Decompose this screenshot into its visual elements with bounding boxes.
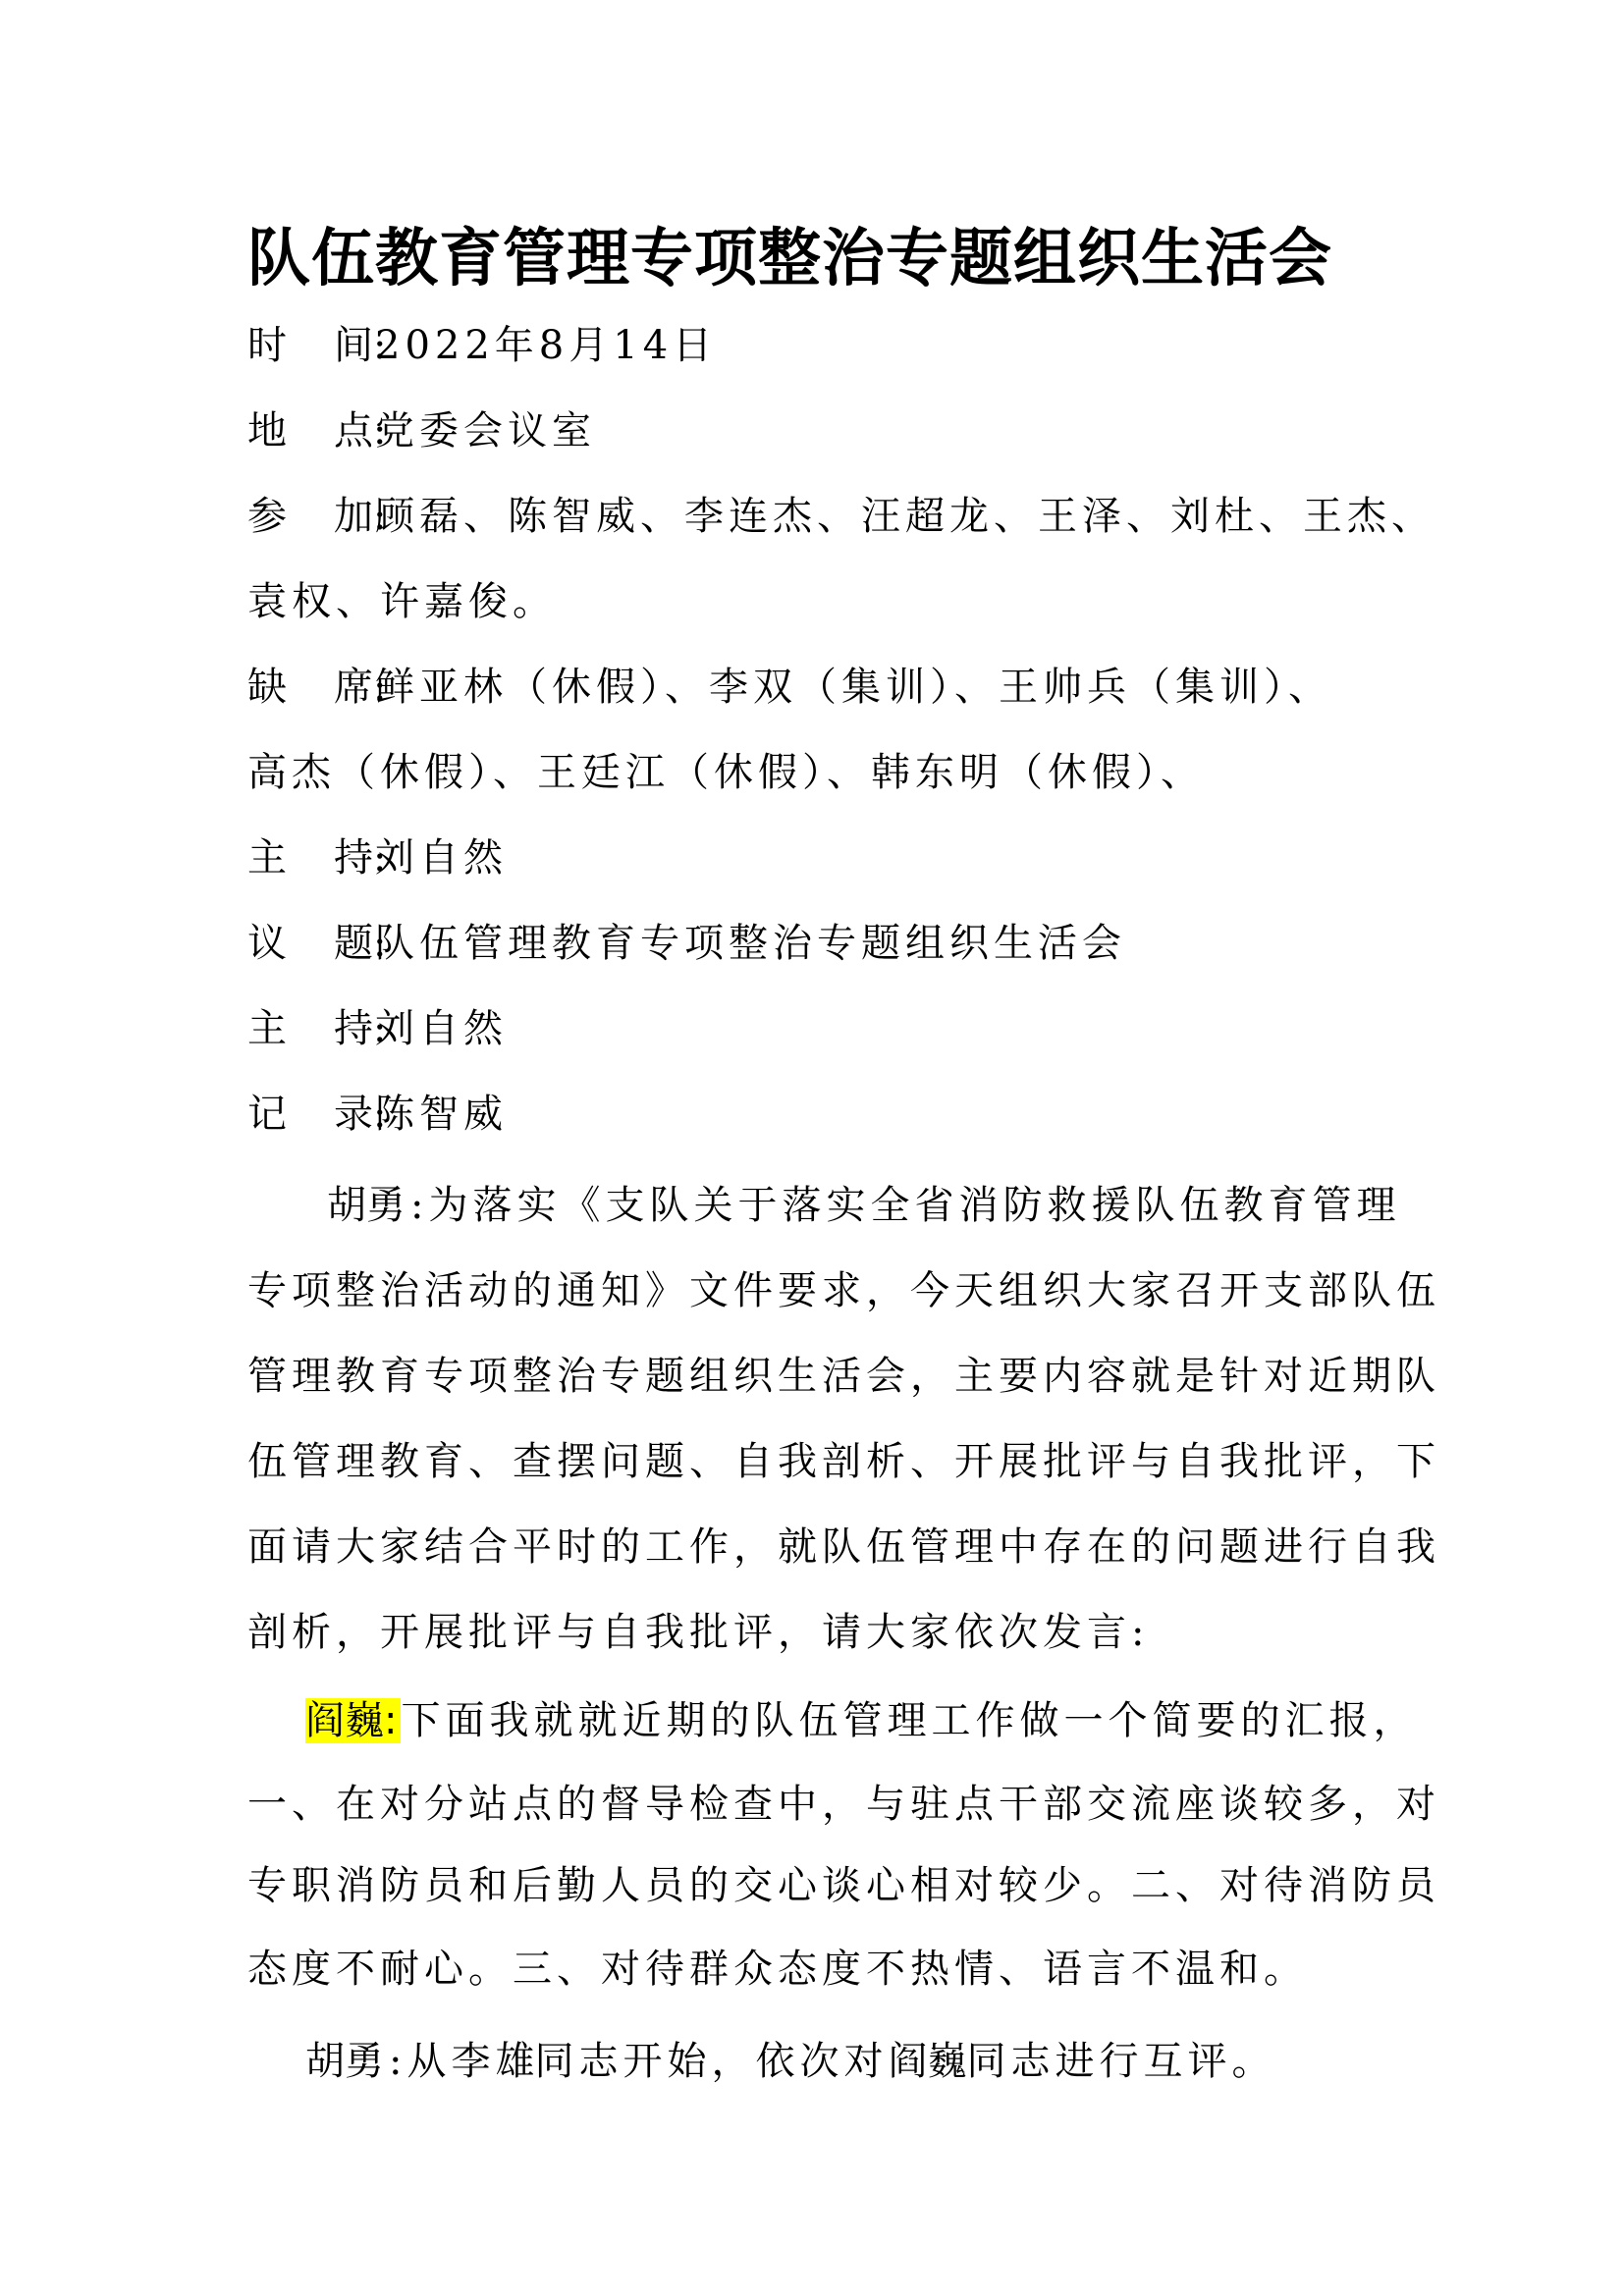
meta-time — [247, 318, 717, 373]
meta-attendees — [247, 489, 1435, 544]
meta-label-char: 记 — [247, 1092, 287, 1137]
meta-label-char: 参 — [247, 494, 287, 539]
meta-host — [247, 830, 508, 885]
meta-label-char: 题: — [334, 921, 387, 966]
meta-location — [247, 403, 596, 458]
meta-value: 2022年8月14日 — [375, 323, 718, 368]
meta-label-char: 间: — [334, 323, 387, 368]
meta-value: 陈智威 — [375, 1092, 508, 1137]
meta-attendees-cont: 袁权、许嘉俊。 — [247, 579, 557, 624]
person-name: 雄 — [495, 2039, 535, 2084]
speaker-name: 胡 — [327, 1183, 366, 1228]
meta-value: 鲜亚林（休假）、李双（集训）、王帅兵（集训）、 — [375, 665, 1332, 710]
meta-label-char: 主 — [247, 835, 287, 881]
meta-label-char: 点: — [334, 408, 387, 454]
meta-value: 队伍管理教育专项整治专题组织生活会 — [375, 921, 1126, 966]
meta-label-char: 地 — [247, 408, 287, 454]
para3-text: 同志进行互评。 — [966, 2039, 1276, 2084]
para3-line — [305, 2034, 1275, 2089]
meta-absent — [247, 660, 1332, 715]
meta-label-char: 议 — [247, 921, 287, 966]
speaker-name: 勇: — [366, 1183, 429, 1228]
meta-host-2 — [247, 1001, 508, 1056]
speaker-name: 胡 — [305, 2039, 345, 2084]
para2-line: 态度不耐心。三、对待群众态度不热情、语言不温和。 — [247, 1947, 1308, 1992]
highlighted-speaker: 阎巍: — [305, 1698, 401, 1743]
speaker-name: 勇: — [345, 2039, 407, 2084]
meta-value: 党委会议室 — [375, 408, 596, 454]
meta-label-char: 席: — [334, 665, 387, 710]
meta-topic — [247, 916, 1126, 971]
meta-label-char: 持: — [334, 1006, 387, 1051]
meta-label-char: 持: — [334, 835, 387, 881]
person-name: 阎巍 — [888, 2039, 967, 2084]
para2-text: 下面我就就近期的队伍管理工作做一个简要的汇报， — [401, 1698, 1418, 1743]
para2-line — [305, 1693, 1417, 1748]
meta-recorder — [247, 1087, 508, 1142]
meta-label-char: 时 — [247, 323, 287, 368]
para1-text: 为落实《支队关于落实全省消防救援队伍教育管理 — [428, 1183, 1401, 1228]
para1-line — [327, 1178, 1400, 1233]
meta-value: 刘自然 — [375, 835, 508, 881]
meta-label-char: 加: — [334, 494, 387, 539]
meta-absent-cont: 高杰（休假）、王廷江（休假）、韩东明（休假）、 — [247, 750, 1205, 795]
para1-line: 剖析，开展批评与自我批评，请大家依次发言: — [247, 1610, 1150, 1655]
meta-value: 刘自然 — [375, 1006, 508, 1051]
para1-line: 专项整治活动的通知》文件要求，今天组织大家召开支部队伍 — [247, 1268, 1440, 1313]
meta-label-char: 缺 — [247, 665, 287, 710]
para3-text: 同志开始，依次对 — [534, 2039, 889, 2084]
meta-value: 顾磊、陈智威、李连杰、汪超龙、王泽、刘杜、王杰、 — [375, 494, 1435, 539]
para1-line: 面请大家结合平时的工作，就队伍管理中存在的问题进行自我 — [247, 1524, 1440, 1570]
para2-line: 专职消防员和后勤人员的交心谈心相对较少。二、对待消防员 — [247, 1863, 1440, 1908]
para2-line: 一、在对分站点的督导检查中，与驻点干部交流座谈较多，对 — [247, 1782, 1440, 1827]
para1-line: 伍管理教育、查摆问题、自我剖析、开展批评与自我批评，下 — [247, 1439, 1440, 1484]
para3-text: 从李 — [406, 2039, 496, 2084]
document-title: 队伍教育管理专项整治专题组织生活会 — [247, 222, 1332, 295]
para1-line: 管理教育专项整治专题组织生活会，主要内容就是针对近期队 — [247, 1354, 1440, 1399]
meta-label-char: 录: — [334, 1092, 387, 1137]
meta-label-char: 主 — [247, 1006, 287, 1051]
